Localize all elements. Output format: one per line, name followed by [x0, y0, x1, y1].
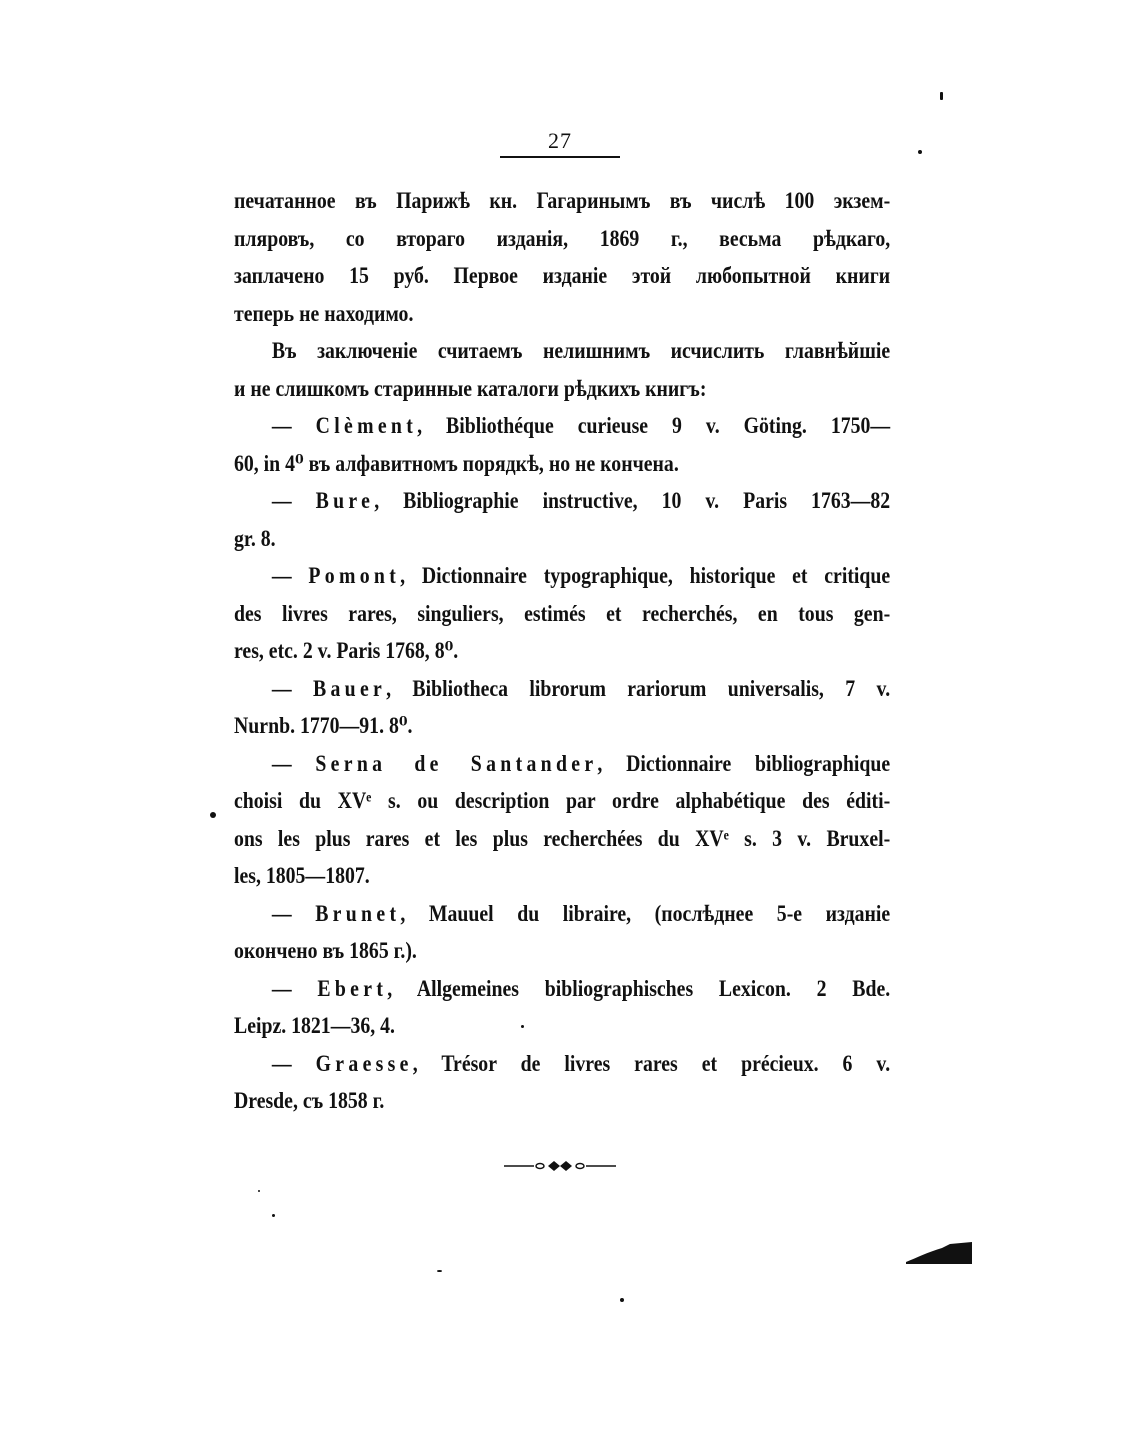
scan-speck — [940, 92, 943, 100]
scan-speck — [272, 1214, 275, 1217]
text-line — [234, 745, 890, 783]
entry-title: , Trésor de livres rares et précieux. 6 v. — [412, 1050, 891, 1076]
entry-title: , Mauuel du libraire, (послѣднее 5-е изданіе — [400, 900, 891, 926]
entry-author: Clèment — [315, 413, 418, 438]
entry-author: Bauer — [312, 675, 387, 701]
entry-dash: — — [271, 750, 292, 776]
text-line: gr. 8. — [234, 525, 276, 551]
entry-author: Graesse — [315, 1050, 413, 1076]
catalogue-entry — [234, 670, 890, 745]
text-line — [234, 1045, 890, 1083]
entry-author: Serna de Santander — [315, 750, 598, 776]
entry-author: Bure — [315, 488, 375, 513]
entry-dash: — — [271, 488, 292, 513]
text-line: les, 1805—1807. — [234, 863, 370, 888]
text-line: choisi du XVᵉ s. ou description par ordre alphabétique des éditi- — [234, 788, 891, 813]
text-line: пляровъ, со втораго изданія, 1869 г., весьма рѣдкаго, — [234, 225, 891, 251]
text-line — [234, 670, 890, 708]
text-line: des livres rares, singuliers, estimés et recherchés, en tous gen- — [234, 600, 891, 626]
entry-author: Pomont — [308, 563, 401, 588]
paragraph — [234, 332, 890, 407]
entry-author: Brunet — [315, 900, 401, 926]
entry-title: , Dictionnaire typographique, historique et critique — [400, 563, 891, 588]
text-line: Leipz. 1821—36, 4. — [234, 1013, 395, 1038]
entry-title: , Bibliotheca librorum rariorum universalis, 7 v. — [386, 675, 891, 701]
entry-dash: — — [271, 975, 292, 1001]
end-ornament-icon — [500, 1156, 620, 1176]
text-line: печатанное въ Парижѣ кн. Гагаринымъ въ числѣ 100 экзем- — [234, 188, 891, 213]
entry-author: Ebert — [317, 975, 388, 1001]
scan-speck — [620, 1298, 624, 1302]
entry-dash: — — [271, 563, 292, 588]
catalogue-entry — [234, 482, 890, 557]
catalogue-entry — [234, 970, 890, 1045]
entry-dash: — — [271, 1050, 292, 1076]
entry-title: , Bibliothéque curieuse 9 v. Göting. 1750— — [417, 413, 891, 438]
text-line: и не слишкомъ старинные каталоги рѣдкихъ книгъ: — [234, 375, 707, 401]
entry-dash: — — [271, 900, 292, 926]
text-line: Въ заключеніе считаемъ нелишнимъ исчислить главнѣйшіе — [271, 338, 891, 363]
catalogue-entry — [234, 557, 890, 670]
text-line: res, etc. 2 v. Paris 1768, 8⁰. — [234, 638, 459, 663]
entry-title: , Bibliographie instructive, 10 v. Paris 1763—82 — [374, 488, 891, 513]
catalogue-entry — [234, 407, 890, 482]
paragraph — [234, 182, 890, 332]
catalogue-entry — [234, 895, 890, 970]
text-line: Nurnb. 1770—91. 8⁰. — [234, 713, 413, 738]
entry-title: , Allgemeines bibliographisches Lexicon. 2 Bde. — [387, 975, 891, 1001]
text-line: 60, in 4⁰ въ алфавитномъ порядкѣ, но не кончена. — [234, 450, 679, 476]
text-line: заплачено 15 руб. Первое изданіе этой любопытной книги — [234, 263, 891, 288]
scan-speck — [437, 1270, 442, 1272]
text-line — [234, 557, 890, 595]
entry-title: , Dictionnaire bibliographique — [597, 750, 891, 776]
entry-dash: — — [271, 413, 292, 438]
scan-speck — [210, 812, 216, 818]
text-body — [234, 182, 890, 1120]
page-number: 27 — [548, 128, 572, 153]
scan-speck — [521, 1025, 524, 1028]
catalogue-entry — [234, 745, 890, 895]
header-rule — [500, 156, 620, 158]
text-line — [234, 970, 890, 1008]
text-line — [234, 482, 890, 520]
text-line — [234, 895, 890, 933]
text-line: ons les plus rares et les plus recherchées du XVᵉ s. 3 v. Bruxel- — [234, 825, 891, 851]
catalogue-list — [234, 407, 890, 1120]
text-line: теперь не находимо. — [234, 300, 414, 326]
text-line: окончено въ 1865 г.). — [234, 938, 417, 963]
catalogue-entry — [234, 1045, 890, 1120]
ink-blot — [906, 1240, 972, 1264]
text-line — [234, 407, 890, 445]
text-line: Dresde, съ 1858 г. — [234, 1088, 385, 1113]
scan-speck — [918, 150, 922, 154]
scan-speck — [258, 1190, 260, 1192]
entry-dash: — — [271, 675, 292, 701]
